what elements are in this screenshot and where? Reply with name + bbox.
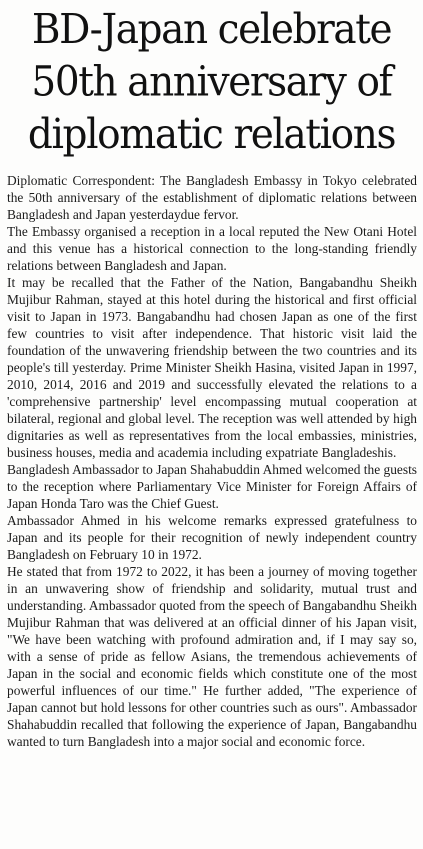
paragraph-remarks: Ambassador Ahmed in his welcome remarks expressed gratefulness to Japan and its people for their recognition of newly independent country Bangladesh on February 10 in 1972. [7, 513, 417, 562]
headline [0, 4, 423, 162]
paragraph-ambassador-welcome: Bangladesh Ambassador to Japan Shahabuddin Ahmed welcomed the guests to the reception where Parliamentary Vice Minister for Foreign Affairs of Japan Honda Taro was the Chief Guest. [7, 462, 417, 511]
headline-line-2: 50th anniversary of [31, 58, 392, 106]
headline-line-1: BD-Japan celebrate [31, 6, 392, 54]
headline-line-3: diplomatic relations [27, 111, 396, 159]
paragraph-reception-venue: The Embassy organised a reception in a local reputed the New Otani Hotel and this venue has a historical connection to the long-standing friendly relations between Bangladesh and Japan. [7, 224, 417, 273]
paragraph-dateline: Diplomatic Correspondent: The Bangladesh Embassy in Tokyo celebrated the 50th anniversary of the establishment of diplomatic relations between Bangladesh and Japan yesterdaydue fervor. [7, 173, 417, 222]
paragraph-quote: He stated that from 1972 to 2022, it has been a journey of moving together in an unwavering show of friendship and solidarity, mutual trust and understanding. Ambassador quoted from the speech of Bangabandhu Sheikh Mujibur Rahman that was delivered at an official dinner of his Japan visit, "We have been watching with profound admiration and, if I may say so, with a sense of pride as fellow Asians, the tremendous achievements of Japan in the social and economic fields which constitute one of the most powerful influences of our time." He further added, "The experience of Japan cannot but hold lessons for other countries such as ours". Ambassador Shahabuddin recalled that following the experience of Japan, Bangabandhu wanted to turn Bangladesh into a major social and economic force. [7, 564, 417, 749]
article-body [7, 172, 417, 750]
paragraph-history: It may be recalled that the Father of the Nation, Bangabandhu Sheikh Mujibur Rahman, stayed at this hotel during the historical and first official visit to Japan in 1973. Bangabandhu had chosen Japan as one of the first few countries to visit after independence. That historic visit laid the foundation of the unwavering friendship between the two countries and its people's till yesterday. Prime Minister Sheikh Hasina, visited Japan in 1997, 2010, 2014, 2016 and 2019 and successfully elevated the relations to a 'comprehensive partnership' level encompassing mutual cooperation at bilateral, regional and global level. The reception was well attended by high dignitaries as well as representatives from the local embassies, ministries, business houses, media and academia including expatriate Bangladeshis. [7, 275, 417, 460]
